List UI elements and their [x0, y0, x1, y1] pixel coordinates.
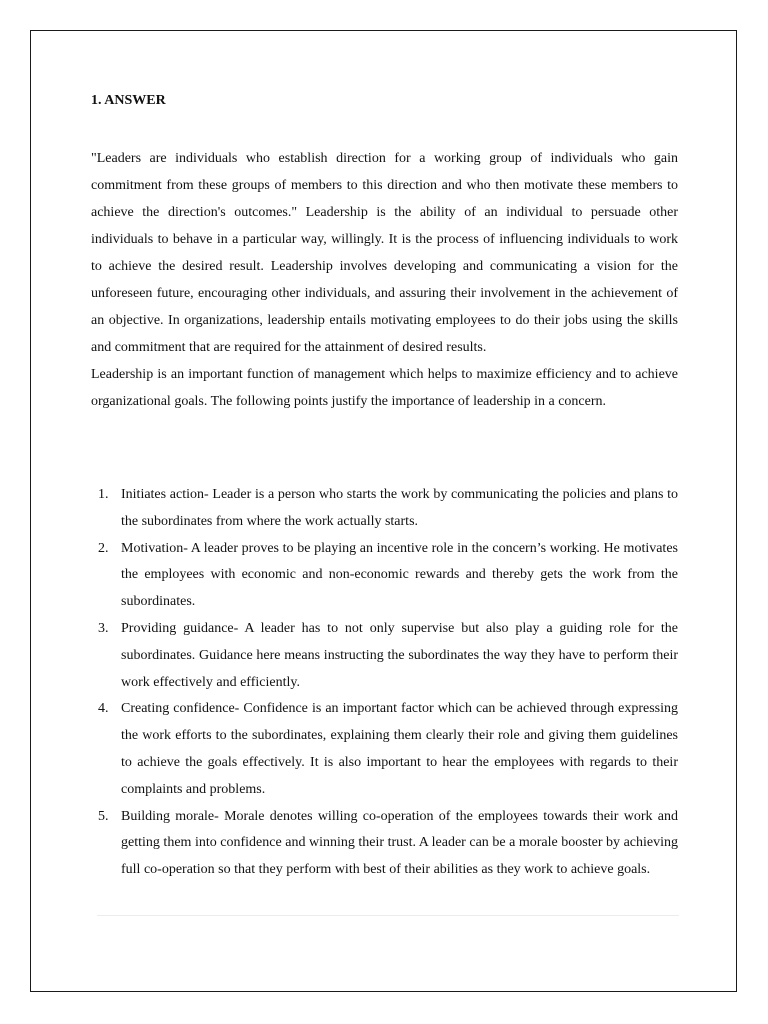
list-item: [91, 804, 678, 884]
importance-list: [91, 482, 678, 884]
divider: [97, 915, 679, 916]
list-item-text: Initiates action- Leader is a person who starts the work by communicating the policies and plans to the subordinates from where the work actually starts.: [121, 487, 678, 529]
section-heading: 1. ANSWER: [91, 93, 166, 108]
document-page: [30, 30, 737, 992]
list-item-text: Creating confidence- Confidence is an important factor which can be achieved through expressing the work efforts to the subordinates, explaining them clearly their role and giving them guidelines to achieve the goals effectively. It is also important to hear the employees with regards to their complaints and problems.: [121, 701, 678, 797]
list-item: [91, 696, 678, 803]
list-item-number: 2.: [98, 540, 109, 556]
list-item: [91, 482, 678, 536]
list-item: [91, 536, 678, 616]
paragraph-leadership-definition: "Leaders are individuals who establish direction for a working group of individuals who gain commitment from these groups of members to this direction and who then motivate these members to achieve the direction's outcomes." Leadership is the ability of an individual to persuade other individuals to behave in a particular way, willingly. It is the process of influencing individuals to work to achieve the desired result. Leadership involves developing and communicating a vision for the unforeseen future, encouraging other individuals, and assuring their involvement in the achievement of an objective. In organizations, leadership entails motivating employees to do their jobs using the skills and commitment that are required for the attainment of desired results.: [91, 151, 678, 355]
list-item-number: 4.: [98, 701, 109, 717]
list-item-text: Providing guidance- A leader has to not only supervise but also play a guiding role for the subordinates. Guidance here means instructing the subordinates the way they have to perform their work effectively and efficiently.: [121, 620, 678, 690]
list-item-text: Building morale- Morale denotes willing co-operation of the employees towards their work and getting them into confidence and winning their trust. A leader can be a morale booster by achieving full co-operation so that they perform with best of their abilities as they work to achieve goals.: [121, 808, 678, 878]
list-item-number: 1.: [98, 487, 109, 502]
list-item-number: 5.: [98, 808, 109, 824]
body-text: [91, 145, 678, 415]
list-item-number: 3.: [98, 620, 109, 636]
list-item: [91, 616, 678, 696]
list-item-text: Motivation- A leader proves to be playing an incentive role in the concern’s working. He motivates the employees with economic and non-economic rewards and thereby gets the work from the subordinates.: [121, 540, 678, 610]
paragraph-leadership-importance: Leadership is an important function of management which helps to maximize efficiency and to achieve organizational goals. The following points justify the importance of leadership in a concern.: [91, 367, 678, 409]
